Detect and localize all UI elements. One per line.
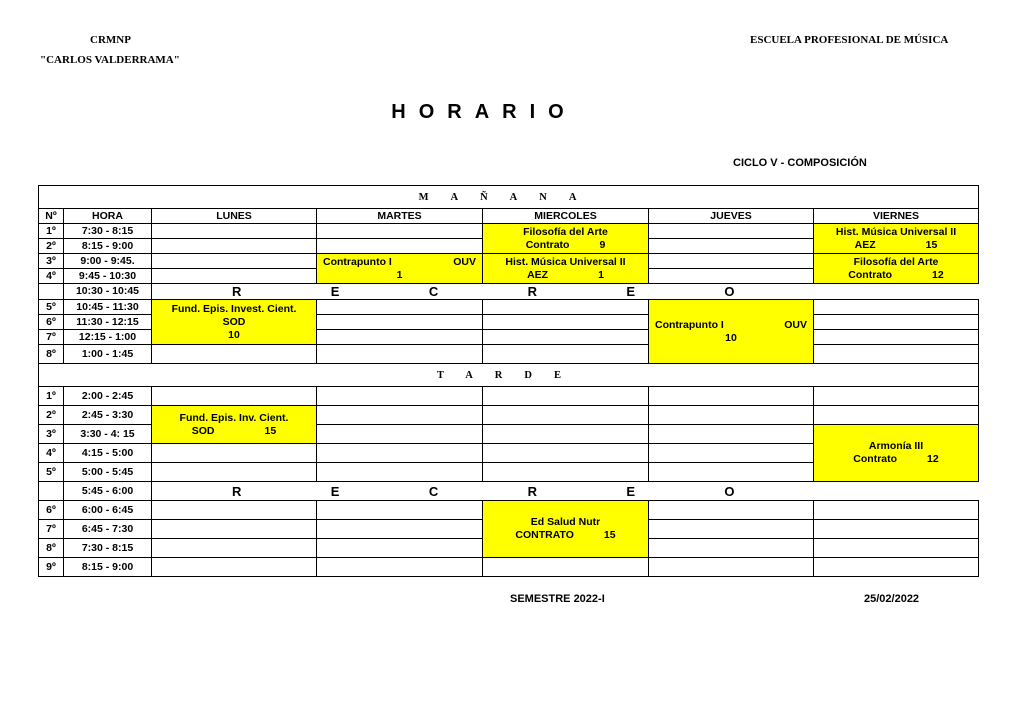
empty-cell [814,330,979,345]
recess-letter: C [428,284,439,299]
empty-cell [152,501,317,520]
empty-cell [649,254,814,269]
schedule-table [38,185,979,577]
cycle-label: CICLO V - COMPOSICIÓN [733,157,867,169]
recess-letter: C [428,483,439,499]
class-block [152,406,317,444]
class-room: 12 [932,268,944,281]
recess-letter: E [626,284,636,299]
empty-cell [483,387,649,406]
recess-letter: R [232,483,242,499]
class-name: Contrapunto I [323,255,392,268]
empty-cell [317,558,483,577]
row-number: 5º [39,463,64,482]
empty-cell [317,425,483,444]
row-number: 7º [39,330,64,345]
empty-cell [649,520,814,539]
empty-cell [814,558,979,577]
recess-letter: E [330,284,340,299]
row-number: 5º [39,300,64,315]
class-teacher: Contrato [853,453,898,465]
empty-cell [317,444,483,463]
empty-cell [152,558,317,577]
class-name: Filosofía del Arte [853,255,939,268]
class-room: 15 [264,424,277,437]
recess-letter: O [724,483,735,499]
class-teacher: CONTRATO [515,529,574,541]
empty-cell [483,315,649,330]
row-time: 7:30 - 8:15 [64,539,152,558]
class-block [649,300,814,364]
empty-cell [649,558,814,577]
class-room: 15 [925,238,938,251]
empty-cell [483,406,649,425]
table-row [39,224,979,239]
empty-cell [152,224,317,239]
empty-cell [152,345,317,364]
empty-cell [152,463,317,482]
recess-label [152,482,979,501]
row-number: 6º [39,501,64,520]
empty-cell [649,463,814,482]
class-name: Armonía III [868,440,924,452]
recess-letter: R [232,284,242,299]
row-time: 12:15 - 1:00 [64,330,152,345]
class-name: Hist. Música Universal II [835,225,957,238]
row-number: 2º [39,406,64,425]
class-teacher: AEZ [527,268,549,281]
row-time: 1:00 - 1:45 [64,345,152,364]
class-room: 10 [228,328,240,341]
row-time: 9:45 - 10:30 [64,269,152,284]
row-number: 4º [39,444,64,463]
class-block [483,501,649,558]
row-number: 8º [39,345,64,364]
row-time: 3:30 - 4: 15 [64,425,152,444]
row-number: 1º [39,224,64,239]
table-row [39,254,979,269]
row-number: 1º [39,387,64,406]
class-teacher: SOD [191,424,215,437]
empty-cell [317,463,483,482]
empty-cell [483,300,649,315]
class-room: 12 [927,453,939,465]
class-block [814,254,979,284]
class-teacher: Contrato [848,268,893,281]
class-room: 10 [725,331,737,344]
class-teacher: OUV [453,255,476,268]
col-header-n: Nº [39,209,64,224]
empty-cell [814,539,979,558]
row-time: 2:45 - 3:30 [64,406,152,425]
recess-letter: R [527,284,537,299]
empty-cell [317,520,483,539]
page-title: HORARIO [391,101,577,123]
section-morning: MAÑANA [39,186,979,209]
row-number: 2º [39,239,64,254]
empty-cell [483,463,649,482]
row-number: 3º [39,254,64,269]
empty-cell [814,501,979,520]
empty-cell [649,239,814,254]
empty-cell [317,406,483,425]
row-time: 5:00 - 5:45 [64,463,152,482]
table-row [39,406,979,425]
col-header-hora: HORA [64,209,152,224]
empty-cell [483,444,649,463]
class-teacher: SOD [222,315,246,328]
empty-cell [317,345,483,364]
column-header-row [39,209,979,224]
col-header-jueves: JUEVES [649,209,814,224]
row-number: 3º [39,425,64,444]
empty-cell [649,269,814,284]
empty-cell [483,345,649,364]
class-name: Contrapunto I [655,318,724,331]
empty-cell [317,224,483,239]
empty-cell [152,539,317,558]
recess-row [39,284,979,300]
row-number: 7º [39,520,64,539]
empty-cell [814,300,979,315]
recess-letter: O [724,284,735,299]
table-row [39,558,979,577]
col-header-viernes: VIERNES [814,209,979,224]
empty-cell [152,239,317,254]
class-block [317,254,483,284]
empty-cell [483,330,649,345]
class-block [483,254,649,284]
empty-cell [317,387,483,406]
empty-cell [152,269,317,284]
row-number [39,482,64,501]
class-block [152,300,317,345]
school-name: ESCUELA PROFESIONAL DE MÚSICA [750,34,949,46]
col-header-lunes: LUNES [152,209,317,224]
empty-cell [649,501,814,520]
empty-cell [649,387,814,406]
empty-cell [649,224,814,239]
row-time: 10:45 - 11:30 [64,300,152,315]
semester-label: SEMESTRE 2022-I [510,593,605,605]
col-header-martes: MARTES [317,209,483,224]
class-name: Fund. Epis. Inv. Cient. [179,411,289,424]
empty-cell [317,315,483,330]
empty-cell [814,520,979,539]
empty-cell [649,425,814,444]
class-room: 9 [599,238,606,251]
institution-name: "CARLOS VALDERRAMA" [40,54,180,66]
row-time: 7:30 - 8:15 [64,224,152,239]
empty-cell [814,345,979,364]
empty-cell [814,315,979,330]
row-time: 4:15 - 5:00 [64,444,152,463]
empty-cell [649,539,814,558]
institution-code: CRMNP [90,34,131,46]
class-name: Ed Salud Nutr [530,516,601,528]
empty-cell [317,539,483,558]
table-row [39,300,979,315]
section-afternoon: TARDE [39,364,979,387]
empty-cell [317,501,483,520]
row-number: 4º [39,269,64,284]
empty-cell [317,330,483,345]
class-teacher: Contrato [525,238,570,251]
empty-cell [649,406,814,425]
row-time: 8:15 - 9:00 [64,239,152,254]
row-number [39,284,64,300]
row-time: 6:00 - 6:45 [64,501,152,520]
empty-cell [483,558,649,577]
row-number: 8º [39,539,64,558]
empty-cell [152,520,317,539]
class-block [814,425,979,482]
class-block [483,224,649,254]
row-time: 11:30 - 12:15 [64,315,152,330]
class-teacher: AEZ [854,238,876,251]
row-time: 9:00 - 9:45. [64,254,152,269]
row-number: 6º [39,315,64,330]
class-name: Fund. Epis. Invest. Cient. [171,302,297,315]
class-room: 15 [603,529,616,541]
empty-cell [152,254,317,269]
empty-cell [814,387,979,406]
class-room: 1 [396,268,403,281]
class-room: 1 [598,268,604,281]
row-time: 2:00 - 2:45 [64,387,152,406]
recess-letter: R [527,483,537,499]
section-morning-row [39,186,979,209]
class-name: Filosofía del Arte [523,225,608,238]
empty-cell [317,239,483,254]
empty-cell [483,425,649,444]
empty-cell [152,387,317,406]
empty-cell [152,444,317,463]
empty-cell [317,300,483,315]
recess-letter: E [330,483,340,499]
col-header-miercoles: MIERCOLES [483,209,649,224]
row-number: 9º [39,558,64,577]
row-time: 10:30 - 10:45 [64,284,152,300]
recess-letter: E [626,483,636,499]
row-time: 8:15 - 9:00 [64,558,152,577]
class-teacher: OUV [784,318,807,331]
empty-cell [814,406,979,425]
table-row [39,345,979,364]
date-label: 25/02/2022 [864,593,920,605]
table-row [39,501,979,520]
class-name: Hist. Música Universal II [505,255,626,268]
section-afternoon-row [39,364,979,387]
class-block [814,224,979,254]
recess-row [39,482,979,501]
row-time: 5:45 - 6:00 [64,482,152,501]
recess-label [152,284,979,300]
empty-cell [649,444,814,463]
row-time: 6:45 - 7:30 [64,520,152,539]
table-row [39,387,979,406]
